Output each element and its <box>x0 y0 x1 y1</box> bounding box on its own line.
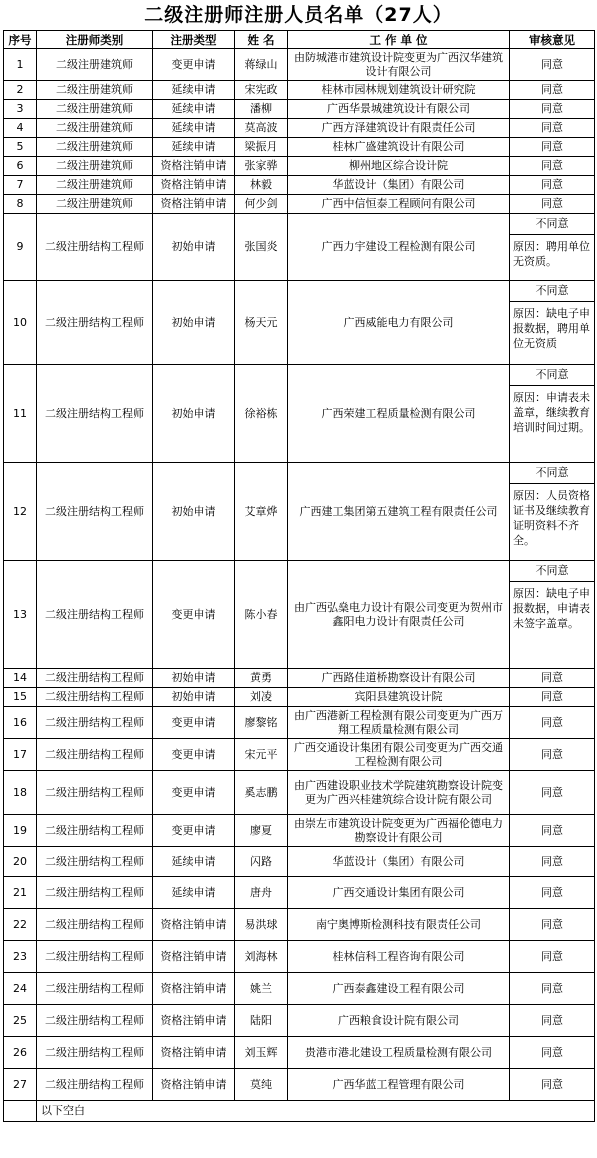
cell-opinion: 同意 <box>510 81 595 100</box>
cell-opinion <box>510 463 595 561</box>
cell-no: 3 <box>4 100 37 119</box>
cell-name: 何少剑 <box>235 195 288 214</box>
cell-category: 二级注册结构工程师 <box>37 463 153 561</box>
table-row <box>4 119 595 138</box>
table-row <box>4 941 595 973</box>
table-row <box>4 365 595 463</box>
cell-org: 宾阳县建筑设计院 <box>288 688 510 707</box>
cell-org: 广西粮食设计院有限公司 <box>288 1005 510 1037</box>
cell-category: 二级注册建筑师 <box>37 176 153 195</box>
cell-category: 二级注册结构工程师 <box>37 847 153 877</box>
opinion-result: 不同意 <box>510 463 594 484</box>
cell-type: 初始申请 <box>153 688 235 707</box>
cell-org: 华蓝设计（集团）有限公司 <box>288 176 510 195</box>
table-row <box>4 1069 595 1101</box>
table-row <box>4 49 595 81</box>
header-name: 姓 名 <box>235 31 288 49</box>
table-row <box>4 463 595 561</box>
cell-no: 13 <box>4 561 37 669</box>
cell-no: 6 <box>4 157 37 176</box>
cell-opinion: 同意 <box>510 100 595 119</box>
cell-opinion: 同意 <box>510 49 595 81</box>
cell-type: 资格注销申请 <box>153 909 235 941</box>
cell-opinion: 同意 <box>510 176 595 195</box>
table-row <box>4 1005 595 1037</box>
cell-name: 陈小春 <box>235 561 288 669</box>
cell-type: 变更申请 <box>153 815 235 847</box>
cell-category: 二级注册建筑师 <box>37 100 153 119</box>
cell-name: 宋宪政 <box>235 81 288 100</box>
cell-opinion: 同意 <box>510 138 595 157</box>
cell-org: 广西力宇建设工程检测有限公司 <box>288 214 510 281</box>
cell-type: 资格注销申请 <box>153 157 235 176</box>
cell-opinion: 同意 <box>510 909 595 941</box>
cell-type: 延续申请 <box>153 81 235 100</box>
cell-category: 二级注册建筑师 <box>37 49 153 81</box>
cell-no: 5 <box>4 138 37 157</box>
header-no: 序号 <box>4 31 37 49</box>
cell-no: 23 <box>4 941 37 973</box>
cell-no: 15 <box>4 688 37 707</box>
cell-no: 8 <box>4 195 37 214</box>
cell-org: 广西路佳道桥勘察设计有限公司 <box>288 669 510 688</box>
cell-no: 4 <box>4 119 37 138</box>
cell-org: 由广西建设职业技术学院建筑勘察设计院变更为广西兴桂建筑综合设计院有限公司 <box>288 771 510 815</box>
cell-no: 21 <box>4 877 37 909</box>
cell-opinion: 同意 <box>510 815 595 847</box>
cell-org: 广西中信恒泰工程顾问有限公司 <box>288 195 510 214</box>
cell-no: 27 <box>4 1069 37 1101</box>
cell-opinion: 同意 <box>510 771 595 815</box>
opinion-result: 不同意 <box>510 561 594 582</box>
cell-opinion: 同意 <box>510 1005 595 1037</box>
cell-no: 18 <box>4 771 37 815</box>
cell-opinion: 同意 <box>510 688 595 707</box>
cell-type: 资格注销申请 <box>153 1069 235 1101</box>
cell-opinion: 同意 <box>510 707 595 739</box>
cell-no: 20 <box>4 847 37 877</box>
cell-type: 初始申请 <box>153 463 235 561</box>
document-title: 二级注册师注册人员名单（27人） <box>144 4 453 26</box>
cell-opinion: 同意 <box>510 847 595 877</box>
cell-name: 刘海林 <box>235 941 288 973</box>
cell-name: 廖黎铭 <box>235 707 288 739</box>
cell-org: 桂林市园林规划建筑设计研究院 <box>288 81 510 100</box>
cell-org: 广西泰鑫建设工程有限公司 <box>288 973 510 1005</box>
cell-no: 14 <box>4 669 37 688</box>
cell-no: 11 <box>4 365 37 463</box>
cell-name: 梁振月 <box>235 138 288 157</box>
header-category: 注册师类别 <box>37 31 153 49</box>
cell-category: 二级注册结构工程师 <box>37 669 153 688</box>
cell-category: 二级注册建筑师 <box>37 81 153 100</box>
cell-no: 1 <box>4 49 37 81</box>
cell-type: 初始申请 <box>153 365 235 463</box>
cell-type: 变更申请 <box>153 561 235 669</box>
table-row <box>4 138 595 157</box>
cell-org: 华蓝设计（集团）有限公司 <box>288 847 510 877</box>
cell-category: 二级注册结构工程师 <box>37 941 153 973</box>
cell-name: 姚兰 <box>235 973 288 1005</box>
table-row <box>4 847 595 877</box>
table-row <box>4 739 595 771</box>
cell-name: 易洪球 <box>235 909 288 941</box>
cell-type: 资格注销申请 <box>153 941 235 973</box>
opinion-reason: 原因：缺电子申报数据，聘用单位无资质 <box>513 307 590 350</box>
cell-no: 19 <box>4 815 37 847</box>
table-body <box>4 49 595 1122</box>
cell-category: 二级注册结构工程师 <box>37 688 153 707</box>
table-row <box>4 176 595 195</box>
cell-type: 资格注销申请 <box>153 973 235 1005</box>
cell-category: 二级注册结构工程师 <box>37 909 153 941</box>
cell-name: 廖夏 <box>235 815 288 847</box>
cell-type: 变更申请 <box>153 707 235 739</box>
table-row <box>4 771 595 815</box>
cell-category: 二级注册结构工程师 <box>37 739 153 771</box>
cell-opinion: 同意 <box>510 877 595 909</box>
table-row <box>4 815 595 847</box>
cell-opinion <box>510 365 595 463</box>
table-row <box>4 909 595 941</box>
cell-category: 二级注册建筑师 <box>37 157 153 176</box>
header-type: 注册类型 <box>153 31 235 49</box>
cell-org: 由广西弘燊电力设计有限公司变更为贺州市鑫阳电力设计有限责任公司 <box>288 561 510 669</box>
cell-type: 初始申请 <box>153 281 235 365</box>
cell-category: 二级注册结构工程师 <box>37 815 153 847</box>
footer-row <box>4 1101 595 1122</box>
cell-org: 广西交通设计集团有限公司 <box>288 877 510 909</box>
cell-opinion <box>510 561 595 669</box>
cell-no: 12 <box>4 463 37 561</box>
cell-opinion: 同意 <box>510 941 595 973</box>
cell-org: 由崇左市建筑设计院变更为广西福伦德电力勘察设计有限公司 <box>288 815 510 847</box>
cell-type: 延续申请 <box>153 100 235 119</box>
cell-category: 二级注册结构工程师 <box>37 214 153 281</box>
cell-opinion <box>510 281 595 365</box>
cell-name: 刘玉辉 <box>235 1037 288 1069</box>
cell-no: 2 <box>4 81 37 100</box>
cell-name: 奚志鹏 <box>235 771 288 815</box>
cell-type: 变更申请 <box>153 771 235 815</box>
cell-name: 张家骅 <box>235 157 288 176</box>
cell-org: 广西威能电力有限公司 <box>288 281 510 365</box>
cell-type: 延续申请 <box>153 119 235 138</box>
cell-name: 闪路 <box>235 847 288 877</box>
cell-name: 陆阳 <box>235 1005 288 1037</box>
cell-type: 延续申请 <box>153 138 235 157</box>
cell-type: 资格注销申请 <box>153 1005 235 1037</box>
opinion-result: 不同意 <box>510 281 594 302</box>
cell-org: 南宁奥博斯检测科技有限责任公司 <box>288 909 510 941</box>
opinion-reason: 原因：缺电子申报数据，申请表未签字盖章。 <box>513 587 590 630</box>
table-row <box>4 195 595 214</box>
table-row <box>4 688 595 707</box>
cell-name: 黄勇 <box>235 669 288 688</box>
cell-category: 二级注册结构工程师 <box>37 561 153 669</box>
cell-org: 广西交通设计集团有限公司变更为广西交通工程检测有限公司 <box>288 739 510 771</box>
cell-org: 桂林广盛建筑设计有限公司 <box>288 138 510 157</box>
header-row <box>4 31 595 49</box>
table-row <box>4 281 595 365</box>
table-row <box>4 707 595 739</box>
cell-type: 延续申请 <box>153 877 235 909</box>
cell-opinion: 同意 <box>510 195 595 214</box>
cell-type: 延续申请 <box>153 847 235 877</box>
footer-note: 以下空白 <box>37 1101 595 1122</box>
opinion-reason: 原因：人员资格证书及继续教育证明资料不齐全。 <box>513 489 590 547</box>
cell-name: 宋元平 <box>235 739 288 771</box>
table-row <box>4 1037 595 1069</box>
cell-opinion: 同意 <box>510 1037 595 1069</box>
cell-org: 广西建工集团第五建筑工程有限责任公司 <box>288 463 510 561</box>
cell-no: 9 <box>4 214 37 281</box>
cell-name: 莫高波 <box>235 119 288 138</box>
cell-type: 初始申请 <box>153 669 235 688</box>
cell-opinion: 同意 <box>510 1069 595 1101</box>
table-row <box>4 877 595 909</box>
cell-org: 广西方泽建筑设计有限责任公司 <box>288 119 510 138</box>
cell-type: 资格注销申请 <box>153 1037 235 1069</box>
cell-org: 由广西港新工程检测有限公司变更为广西万翔工程质量检测有限公司 <box>288 707 510 739</box>
cell-category: 二级注册结构工程师 <box>37 1005 153 1037</box>
cell-name: 蒋绿山 <box>235 49 288 81</box>
cell-type: 变更申请 <box>153 739 235 771</box>
cell-category: 二级注册建筑师 <box>37 195 153 214</box>
cell-opinion: 同意 <box>510 119 595 138</box>
table-row <box>4 157 595 176</box>
cell-name: 艾章烨 <box>235 463 288 561</box>
footer-empty-cell <box>4 1101 37 1122</box>
cell-name: 潘柳 <box>235 100 288 119</box>
cell-org: 由防城港市建筑设计院变更为广西汉华建筑设计有限公司 <box>288 49 510 81</box>
cell-category: 二级注册建筑师 <box>37 138 153 157</box>
cell-name: 唐舟 <box>235 877 288 909</box>
cell-opinion <box>510 214 595 281</box>
cell-category: 二级注册结构工程师 <box>37 1037 153 1069</box>
cell-type: 资格注销申请 <box>153 195 235 214</box>
table-row <box>4 81 595 100</box>
header-org: 工 作 单 位 <box>288 31 510 49</box>
cell-no: 26 <box>4 1037 37 1069</box>
cell-no: 7 <box>4 176 37 195</box>
cell-type: 初始申请 <box>153 214 235 281</box>
cell-opinion: 同意 <box>510 157 595 176</box>
opinion-reason: 原因：申请表未盖章，继续教育培训时间过期。 <box>513 391 590 434</box>
cell-opinion: 同意 <box>510 739 595 771</box>
cell-name: 杨天元 <box>235 281 288 365</box>
cell-category: 二级注册结构工程师 <box>37 771 153 815</box>
cell-org: 广西荣建工程质量检测有限公司 <box>288 365 510 463</box>
cell-org: 桂林信科工程咨询有限公司 <box>288 941 510 973</box>
table-row <box>4 669 595 688</box>
cell-category: 二级注册结构工程师 <box>37 877 153 909</box>
opinion-result: 不同意 <box>510 214 594 235</box>
cell-name: 张国炎 <box>235 214 288 281</box>
opinion-reason: 原因：聘用单位无资质。 <box>513 240 590 268</box>
cell-org: 广西华蓝工程管理有限公司 <box>288 1069 510 1101</box>
registration-table <box>3 30 595 1122</box>
cell-opinion: 同意 <box>510 669 595 688</box>
table-row <box>4 973 595 1005</box>
cell-no: 25 <box>4 1005 37 1037</box>
cell-org: 广西华景城建筑设计有限公司 <box>288 100 510 119</box>
header-opinion: 审核意见 <box>510 31 595 49</box>
cell-category: 二级注册结构工程师 <box>37 707 153 739</box>
cell-org: 贵港市港北建设工程质量检测有限公司 <box>288 1037 510 1069</box>
table-row <box>4 561 595 669</box>
cell-no: 17 <box>4 739 37 771</box>
cell-no: 10 <box>4 281 37 365</box>
cell-org: 柳州地区综合设计院 <box>288 157 510 176</box>
cell-opinion: 同意 <box>510 973 595 1005</box>
table-row <box>4 100 595 119</box>
cell-no: 22 <box>4 909 37 941</box>
table-row <box>4 214 595 281</box>
cell-type: 资格注销申请 <box>153 176 235 195</box>
opinion-result: 不同意 <box>510 365 594 386</box>
cell-no: 16 <box>4 707 37 739</box>
cell-name: 林毅 <box>235 176 288 195</box>
cell-category: 二级注册结构工程师 <box>37 973 153 1005</box>
cell-name: 莫纯 <box>235 1069 288 1101</box>
cell-no: 24 <box>4 973 37 1005</box>
cell-type: 变更申请 <box>153 49 235 81</box>
cell-category: 二级注册结构工程师 <box>37 281 153 365</box>
cell-category: 二级注册建筑师 <box>37 119 153 138</box>
cell-name: 徐裕栋 <box>235 365 288 463</box>
cell-category: 二级注册结构工程师 <box>37 365 153 463</box>
cell-category: 二级注册结构工程师 <box>37 1069 153 1101</box>
cell-name: 刘凌 <box>235 688 288 707</box>
